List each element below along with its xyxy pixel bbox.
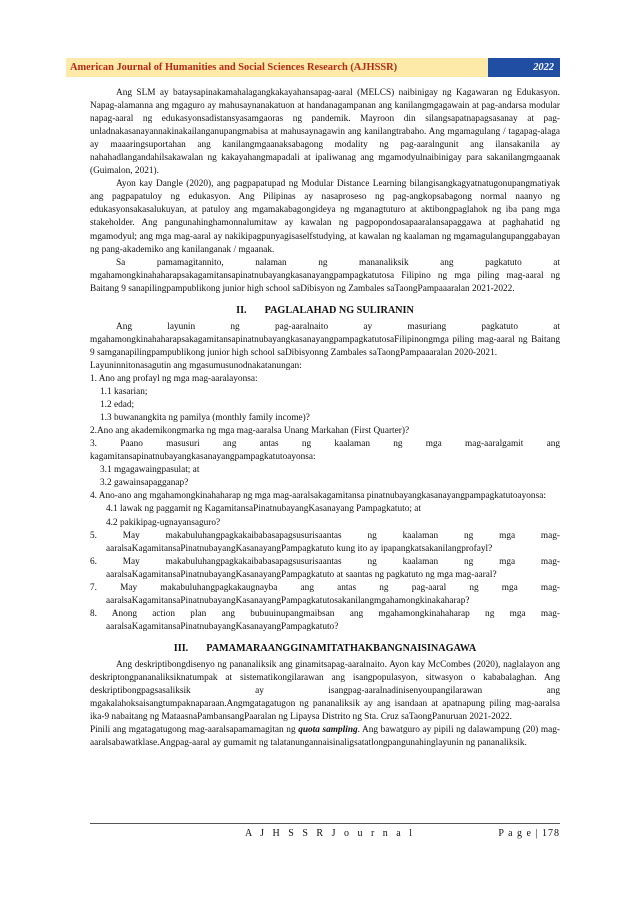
intro-paragraph-1: Ang SLM ay bataysapinakamahalagangkakayahansapag-aaral (MELCS) naibinigay ng Kagawaran ng Edukasyon. Napag-alamanna ang mgaguro ay mahusaynanakatuon at handanagampanan ang kanilangmgagawain at pag-andarsa modular napag-aaral ng edukasyonsadistansyasamgaoras ng pandemik. Mayroon din silangsapatnapagsasanay at pag-unladnakasanayannakinakailanganupangmabisa at mahusaynagawin ang kanilangtrabaho. Ang mgamagulang / tagapag-alaga ay maaaringsuportahan ang kanilangmgaanaksabagong modality ng pag-aaralngunit ang ilansakanila ay nahahadlangandahilsakawalan ng kakayahangmapadali at ipaliwanag ang mgamodyulnaibinigay para sakanilangmgaanak (Guimalon, 2021). bbox=[90, 88, 560, 177]
article-body bbox=[90, 87, 560, 750]
method-text: . Ang bawatguro ay pipili ng dalawampung (20) mag-aaralsabawatklase.Angpag-aaral ay gumamit ng talatanungannaisinaligsatatlongpangunahinglayunin ng pananaliksik. bbox=[90, 725, 560, 749]
page-footer bbox=[90, 823, 560, 839]
questions-lead: Layuninnitonasagutin ang mgasumusunodnakatanungan: bbox=[90, 360, 302, 371]
journal-header bbox=[66, 58, 560, 77]
question-1-item: 1.2 edad; bbox=[100, 400, 135, 411]
page-number: P a g e | 178 bbox=[498, 828, 560, 839]
method-paragraph-1: Ang deskriptibongdisenyo ng pananaliksik ang ginamitsapag-aaralnaito. Ayon kay McCombes (2020), naglalayon ang deskriptongpananaliksiknatumpak at sistematikongilarawan ang isangpopulasyon, sitwasyon o kababalaghan. Ang deskriptibongpagsasaliksik ay isangpag-aaralnadinisenyoupangilarawan ang mgakalahoksaisangtumpaknaparaan.Angmgatagatugon ng pananaliksik ay ang isandaan at apatnapung piling mag-aaralsa ika-9 nabaitang ng MataasnaPambansangPaaralan ng Lipaysa Distrito ng Sta. Cruz saTaongPanuruan 2021-2022. bbox=[90, 659, 560, 723]
question-1-item: 1.1 kasarian; bbox=[100, 387, 148, 398]
question-6: 6. May makabuluhangpagkakaibabasapagsusurisaantas ng kaalaman ng mga mag-aaralsaKagamitansaPinatnubayangKasanayangPampagkatuto at saantas ng pagkatuto ng mga mag-aaral? bbox=[90, 556, 560, 580]
question-4: 4. Ano-ano ang mgahamongkinahaharap ng mga mag-aaralsakagamitansa pinatnubayangkasanayangpampagkatutoayonsa: bbox=[90, 491, 546, 502]
question-2: 2.Ano ang akademikongmarka ng mga mag-aaralsa Unang Markahan (First Quarter)? bbox=[90, 426, 410, 437]
question-3-item: 3.2 gawainsapagganap? bbox=[100, 478, 189, 489]
section-title: PAGLALAHAD NG SULIRANIN bbox=[264, 304, 414, 316]
objective-paragraph: Ang layunin ng pag-aaralnaito ay masuriang pagkatuto at mgahamongkinahaharapsakagamitansapinatnubayangkasanayangpampagkatutosaFilipinongmga piling mag-aaral ng Baitang 9 samganapilingpampublikong junior high school saDibisyonng Zambales saTaongPampaaaralan 2020-2021. bbox=[90, 321, 560, 358]
section-number: III. bbox=[173, 642, 189, 654]
question-4-item: 4.2 pakikipag-ugnayansaguro? bbox=[106, 517, 221, 528]
method-text: Pinili ang mgatagatugong mag-aaralsapamamagitan ng bbox=[90, 725, 299, 736]
question-3-item: 3.1 mgagawaingpasulat; at bbox=[100, 465, 200, 476]
question-1-item: 1.3 buwanangkita ng pamilya (monthly family income)? bbox=[100, 413, 310, 424]
quota-sampling-term: quota sampling bbox=[298, 725, 358, 736]
question-5: 5. May makabuluhangpagkakaibabasapagsusurisaantas ng kaalaman ng mga mag-aaralsaKagamitansaPinatnubayangKasanayangPampagkatuto kung ito ay ipapangkatsakanilangprofayl? bbox=[90, 530, 560, 554]
section-title: PAMAMARAANGGINAMITATHAKBANGNAISINAGAWA bbox=[206, 642, 477, 654]
question-4-item: 4.1 lawak ng paggamit ng KagamitansaPinatnubayangKasanayang Pampagkatuto; at bbox=[106, 504, 421, 515]
intro-paragraph-3: Sa pamamagitannito, nalaman ng mananaliksik ang pagkatuto at mgahamongkinahaharapsakagamitansapinatnubayangkasanayangpampagkatutosa Filipino ng mga piling mag-aaral ng Baitang 9 sanapilingpampublikong junior high school saDibisyon ng Zambales saTaongPampaaaralan 2021-2022. bbox=[90, 257, 560, 294]
question-8: 8. Anong action plan ang bubuuinupangmaibsan ang mgahamongkinahaharap ng mga mag-aaralsaKagamitansaPinatnubayangKasanayangPampagkatuto? bbox=[90, 608, 560, 632]
question-7: 7. May makabuluhangpagkakaugnayba ang antas ng pag-aaral ng mga mag-aaralsaKagamitansaPinatnubayangKasanayangPampagkatutosakanilangmgahamongkinakaharap? bbox=[90, 582, 560, 606]
intro-paragraph-2: Ayon kay Dangle (2020), ang pagpapatupad ng Modular Distance Learning bilangisangkagyatnatugonupangmatiyak ang pagpapatuloy ng edukasyon. Ang Pilipinas ay nasaproseso ng pag-angkopsabagong normal naanyo ng edukasyonsakasalukuyan, at patuloy ang mgamakabagongideya ng mganagtuturo at aktibongpaglahok ng iba pang mga stakeholder. Ang pangunahinghamonnalumitaw ay kawalan ng pagpopondosapaaralansapaggawa at paghahatid ng mgamodyul; ang mga mag-aaral ay nakikipagpunyagisaselfstudying, at kawalan ng kaalaman ng mgamagulangupanggabayan ng pang-akademiko ang kanilanganak / mgaanak. bbox=[90, 179, 560, 255]
footer-journal: A J H S S R J o u r n a l bbox=[245, 828, 416, 839]
section-heading-3 bbox=[90, 642, 560, 655]
section-heading-2 bbox=[90, 304, 560, 317]
journal-year: 2022 bbox=[488, 58, 560, 77]
journal-title: American Journal of Humanities and Social Sciences Research (AJHSSR) bbox=[66, 58, 488, 77]
question-3: 3. Paano masusuri ang antas ng kaalaman ng mga mag-aaralgamit ang kagamitansapinatnubayangkasanayangpampagkatutoayonsa: bbox=[90, 439, 560, 463]
section-number: II. bbox=[236, 304, 247, 316]
question-1: 1. Ano ang profayl ng mga mag-aaralayonsa: bbox=[90, 373, 258, 384]
method-paragraph-2 bbox=[90, 724, 560, 750]
